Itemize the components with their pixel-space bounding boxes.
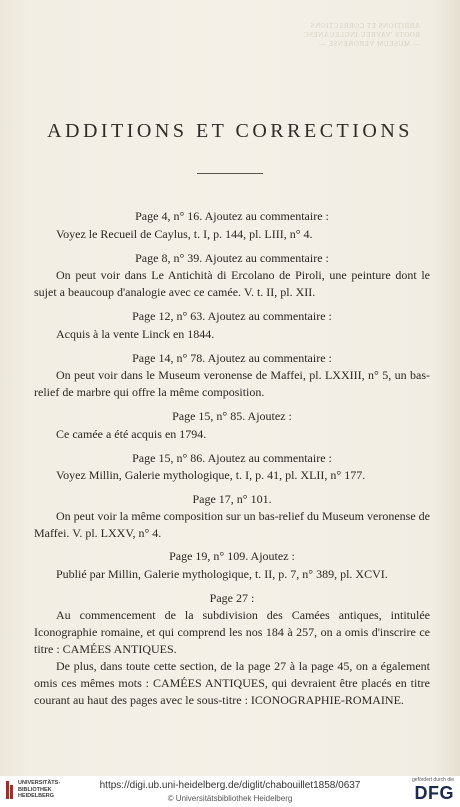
funder-caption: gefördert durch die — [412, 777, 454, 783]
entry-heading: Page 15, n° 85. Ajoutez : — [172, 409, 292, 423]
entry-heading: Page 8, n° 39. Ajoutez au commentaire : — [135, 251, 329, 265]
library-name-line: HEIDELBERG — [18, 793, 55, 799]
entry-text: Acquis à la vente Linck en 1844. — [56, 327, 215, 341]
copyright-notice: © Universitätsbibliothek Heidelberg — [167, 794, 293, 803]
library-name-line: BIBLIOTHEK — [18, 786, 52, 793]
entry-text: On peut voir la même composition sur un bas-relief du Museum veronense de Maffei. V. pl. LXXV, n° 4. — [34, 509, 430, 540]
entry-heading: Page 14, n° 78. Ajoutez au commentaire : — [132, 351, 332, 365]
entry-heading: Page 4, n° 16. Ajoutez au commentaire : — [135, 209, 329, 223]
permalink-url[interactable]: https://digi.ub.uni-heidelberg.de/diglit/chabouillet1858/0637 — [99, 780, 361, 791]
page-title: ADDITIONS ET CORRECTIONS — [47, 120, 413, 142]
title-divider — [197, 173, 263, 174]
entry-text: Ce camée a été acquis en 1794. — [56, 427, 207, 441]
library-name-line: UNIVERSITÄTS- — [18, 780, 61, 786]
viewer-footer — [0, 776, 460, 807]
entry-text: Voyez le Recueil de Caylus, t. I, p. 144, pl. LIII, n° 4. — [56, 227, 313, 241]
entry-heading: Page 15, n° 86. Ajoutez au commentaire : — [132, 451, 332, 465]
entry-text: Voyez Millin, Galerie mythologique, t. I, p. 41, pl. XLII, n° 177. — [56, 468, 366, 482]
dfg-logo-text: DFG — [414, 783, 454, 803]
entry-heading: Page 27 : — [209, 591, 255, 605]
entry-heading: Page 12, n° 63. Ajoutez au commentaire : — [132, 309, 332, 323]
entry-text: On peut voir dans Le Antichità di Ercolano de Piroli, une peinture dont le sujet a beaucoup d'analogie avec ce camée. V. t. II, pl. XII. — [34, 268, 430, 299]
entry-text: Au commencement de la subdivision des Camées antiques, intitulée Iconographie romaine, et qui comprend les nos 184 à 257, on a omis d'inscrire ce titre : CAMÉES ANTIQUES. — [34, 608, 430, 656]
show-through-text: ABBITIONS ET CORRECTIONS ROOTS 'VAVREU INGLEUANESC — MUSEUM VERONENSE — — [303, 22, 420, 48]
entry-text: De plus, dans toute cette section, de la page 27 à la page 45, on a également omis ces mêmes mots : CAMÉES ANTIQUES, qui devraient être placés en titre courant au haut des pages avec le sous-titre : ICONOGRAPHIE-ROMAINE. — [34, 659, 430, 707]
entry-heading: Page 19, n° 109. Ajoutez : — [169, 549, 295, 563]
dfg-funder-logo[interactable] — [404, 777, 454, 806]
entry-text: Publié par Millin, Galerie mythologique, t. II, p. 7, n° 389, pl. XCVI. — [56, 567, 388, 581]
entry-text: On peut voir dans le Museum veronense de Maffei, pl. LXXIII, n° 5, un bas-relief de marbre qui offre la même composition. — [34, 368, 430, 399]
entry-heading: Page 17, n° 101. — [192, 492, 272, 506]
